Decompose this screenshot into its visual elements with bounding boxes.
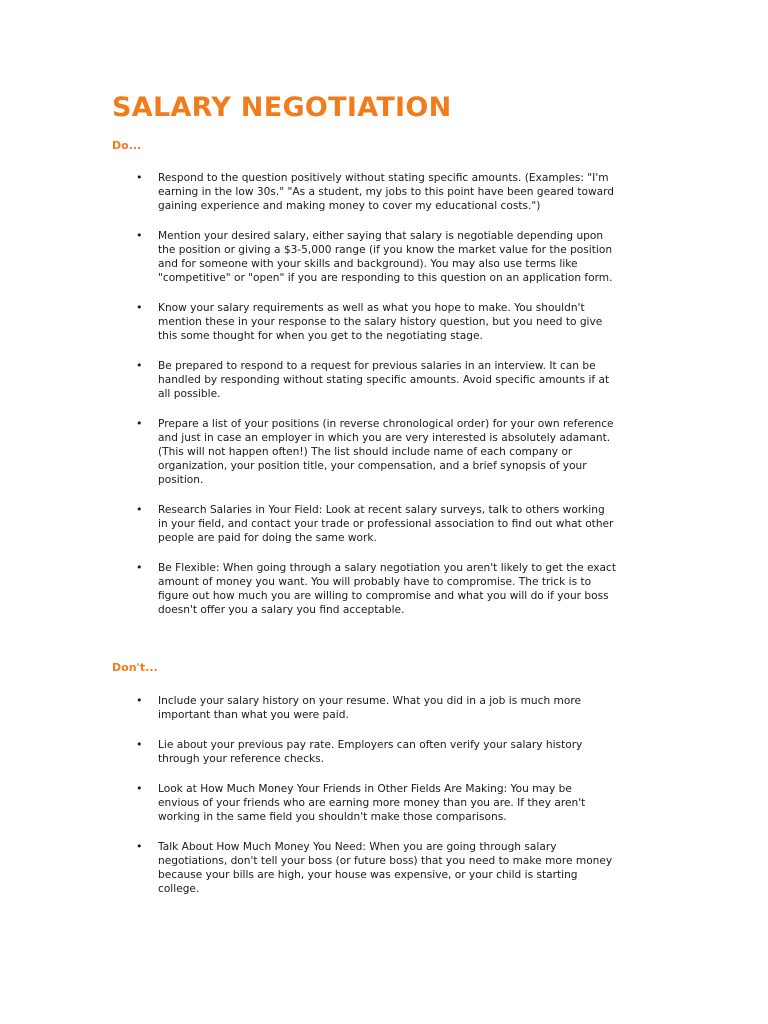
list-item	[112, 171, 672, 229]
bullet-icon: •	[136, 694, 143, 707]
list-item-text: Include your salary history on your resume. What you did in a job is much more important than what you were paid.	[158, 695, 581, 721]
list-item	[112, 301, 672, 359]
bullet-icon: •	[136, 503, 143, 516]
bullet-icon: •	[136, 301, 143, 314]
bullet-icon: •	[136, 229, 143, 242]
bullet-icon: •	[136, 417, 143, 430]
bullet-icon: •	[136, 561, 143, 574]
list-item	[112, 229, 672, 301]
list-item	[112, 738, 672, 782]
list-item-text: Be prepared to respond to a request for previous salaries in an interview. It can be handled by responding without stating specific amounts. Avoid specific amounts if at all possible.	[158, 360, 610, 400]
bullet-icon: •	[136, 738, 143, 751]
list-item	[112, 359, 672, 417]
dont-list	[112, 694, 672, 898]
list-item-text: Prepare a list of your positions (in reverse chronological order) for your own reference and just in case an employer in which you are very interested is absolutely adamant. (This will not happen often!) The list should include name of each company or organization, your position title, your compensation, and a brief synopsis of your position.	[158, 418, 614, 486]
list-item	[112, 417, 672, 503]
list-item-text: Lie about your previous pay rate. Employers can often verify your salary history through your reference checks.	[158, 739, 583, 765]
list-item-text: Mention your desired salary, either saying that salary is negotiable depending upon the position or giving a $3-5,000 range (if you know the market value for the position and for someone with your skills and background). You may also use terms like "competitive" or "open" if you are responding to this question on an application form.	[158, 230, 613, 284]
page-title: SALARY NEGOTIATION	[112, 92, 452, 123]
list-item	[112, 503, 672, 561]
list-item	[112, 840, 672, 898]
list-item	[112, 782, 672, 840]
list-item-text: Talk About How Much Money You Need: When you are going through salary negotiations, don't tell your boss (or future boss) that you need to make more money because your bills are high, your house was expensive, or your child is starting college.	[158, 841, 613, 895]
list-item	[112, 561, 672, 619]
list-item	[112, 694, 672, 738]
bullet-icon: •	[136, 171, 143, 184]
list-item-text: Know your salary requirements as well as what you hope to make. You shouldn't mention these in your response to the salary history question, but you need to give this some thought for when you get to the negotiating stage.	[158, 302, 603, 342]
bullet-icon: •	[136, 359, 143, 372]
do-list	[112, 171, 672, 619]
list-item-text: Research Salaries in Your Field: Look at recent salary surveys, talk to others working in your field, and contact your trade or professional association to find out what other people are paid for doing the same work.	[158, 504, 614, 544]
bullet-icon: •	[136, 782, 143, 795]
bullet-icon: •	[136, 840, 143, 853]
list-item-text: Look at How Much Money Your Friends in Other Fields Are Making: You may be envious of your friends who are earning more money than you are. If they aren't working in the same field you shouldn't make those comparisons.	[158, 783, 586, 823]
list-item-text: Be Flexible: When going through a salary negotiation you aren't likely to get the exact amount of money you want. You will probably have to compromise. The trick is to figure out how much you are willing to compromise and what you will do if your boss doesn't offer you a salary you find acceptable.	[158, 562, 617, 616]
do-heading: Do...	[112, 139, 142, 152]
list-item-text: Respond to the question positively without stating specific amounts. (Examples: "I'm earning in the low 30s." "As a student, my jobs to this point have been geared toward gaining experience and making money to cover my educational costs.")	[158, 172, 615, 212]
dont-heading: Don't...	[112, 661, 158, 674]
